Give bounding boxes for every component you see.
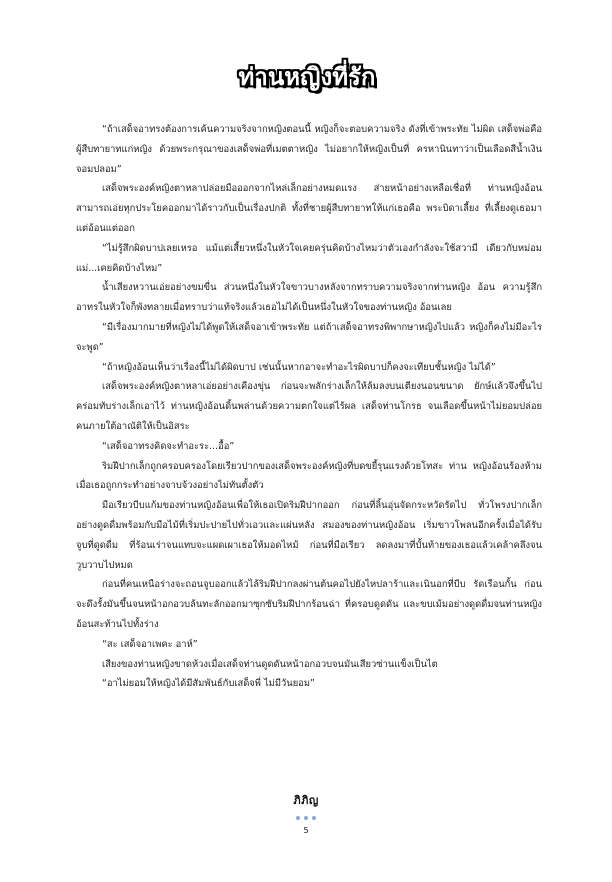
paragraph: เสด็จพระองค์หญิงตาหลาเอ่ยอย่างเคืองขุ่น ก่อนจะพลักร่างเล็กให้ล้มลงบนเตียงนอนขนาด ยักษ์แล้วจึงขึ้นไปคร่อมทับร่างเล็กเอาไว้ ท่านหญิงอ้อนดิ้นพล่านด้วยความตกใจแต่ไร้ผล เสด็จท่านโกรธ จนเลือดขึ้นหน้าไม่ยอมปล่อยคนภายใต้อาณัติให้เป็นอิสระ [76, 381, 542, 432]
paragraph: น้ำเสียงหวานเอ่ยอย่างขมขื่น ส่วนหนึ่งในหัวใจขาวบางหลังจากทราบความจริงจากท่านหญิง อ้อน ความรู้สึกอาทรในหัวใจก็พังทลายเมื่อทราบว่าแท้จริงแล้วเธอไม่ได้เป็นหนึ่งในหัวใจของท่านหญิง อ้อนเลย [76, 282, 542, 314]
paragraph: “มีเรื่องมากมายที่หญิงไม่ได้พูดให้เสด็จอาเข้าพระทัย แต่ถ้าเสด็จอาทรงพิพากษาหญิงไปแล้ว หญิงก็คงไม่มีอะไรจะพูด” [76, 321, 542, 353]
author-name: ภิภิญ [293, 794, 319, 807]
ornament-dot [312, 816, 316, 820]
paragraph: มือเรียวบีบแก้มของท่านหญิงอ้อนเพื่อให้เธอเปิดริมฝีปากออก ก่อนที่ลิ้นอุ่นจัดกระหวัดรัดไป ทั่วโพรงปากเล็กอย่างดูดดื่มพร้อมกับมือไม้ที่เริ่มปะปายไปทั่วเอวและแผ่นหลัง สมองของท่านหญิงอ้อน เริ่มขาวโพลนอีกครั้งเมื่อได้รับจูบที่ดูดดื่ม ที่ร้อนเร่าจนแทบจะแผดเผาเธอให้มอดไหม้ ก่อนที่มือเรียว ลดลงมาที่บั้นท้ายของเธอแล้วเคล้าคลึงจนวูบวาบไปหมด [76, 500, 542, 571]
paragraph: “ไม่รู้สึกผิดบาปเลยเหรอ แม้แต่เสี้ยวหนึ่งในหัวใจเคยครุ่นคิดบ้างไหมว่าตัวเองกำลังจะใช้สวามี เดียวกับหม่อมแม่...เคยคิดบ้างไหม” [76, 242, 542, 274]
paragraph: “เสด็จอาทรงคิดจะทำอะระ...อื้อ” [102, 440, 235, 452]
paragraph: “ถ้าหญิงอ้อนเห็นว่าเรื่องนี้ไม่ได้ผิดบาป เช่นนั้นหากอาจะทำอะไรผิดบาปก็คงจะเทียบชั้นหญิง ไม่ได้” [102, 361, 496, 373]
page-ornament [0, 816, 612, 824]
paragraph: เสด็จพระองค์หญิงตาหลาปล่อยมือออกจากไหล่เล็กอย่างหมดแรง ส่ายหน้าอย่างเหลือเชื่อที่ ท่านหญิงอ้อนสามารถเอ่ยทุกประโยคออกมาได้ราวกับเป็นเรื่องปกติ ทั้งที่ชายผู้สืบทายาทให้แก่เธอคือ พระบิดาเลี้ยง ที่เลี้ยงดูเธอมาแต่อ้อนแต่ออก [76, 183, 542, 234]
ornament-dot [296, 816, 300, 820]
paragraph: ริมฝีปากเล็กถูกครอบครองโดยเรียวปากของเสด็จพระองค์หญิงที่บดขยี้รุนแรงด้วยโทสะ ท่าน หญิงอ้อนร้องห้ามเมื่อเธอถูกกระทำอย่างจาบจ้วงอย่างไม่ทันตั้งตัว [76, 460, 542, 492]
paragraph: ก่อนที่คนเหนือร่างจะถอนจูบออกแล้วไล้ริมฝีปากลงผ่านต้นคอไปยังไหปลาร้าและเนินอกที่บีบ รัดเรือนกั้น ก่อนจะดึงรั้งมันขึ้นจนหน้าอกอวบล้นทะลักออกมาซุกซับริมฝีปากร้อนฉ่า ที่ครอบดูดดัน และขบเม้มอย่างดูดดื่มจนท่านหญิงอ้อนสะท้านไปทั้งร่าง [76, 579, 542, 630]
paragraph: เสียงของท่านหญิงขาดห้วงเมื่อเสด็จท่านดูดดันหน้าอกอวบจนมันเสียวซ่านแข็งเป็นไต [102, 658, 438, 670]
chapter-title: ท่านหญิงที่รัก [238, 62, 376, 91]
body-text [76, 120, 542, 694]
chapter-title-banner [232, 48, 382, 104]
paragraph: “ถ้าเสด็จอาทรงต้องการเค้นความจริงจากหญิงตอนนี้ หญิงก็จะตอบความจริง ดังที่เข้าพระทัย ไม่ผิด เสด็จพ่อคือผู้สืบทายาทแก่หญิง ด้วยพระกรุณาของเสด็จพ่อที่เมตตาหญิง ไม่อยากให้หญิงเป็นที่ ครหานินทาว่าเป็นเลือดสีน้ำเงินจอมปลอม” [76, 124, 542, 175]
paragraph: “สะ เสด็จอาเพคะ อาห์” [102, 638, 198, 650]
ornament-dot [304, 816, 308, 820]
page-number: 5 [303, 826, 309, 835]
paragraph: “อาไม่ยอมให้หญิงได้มีสัมพันธ์กับเสด็จพี่ ไม่มีวันยอม” [102, 678, 315, 690]
